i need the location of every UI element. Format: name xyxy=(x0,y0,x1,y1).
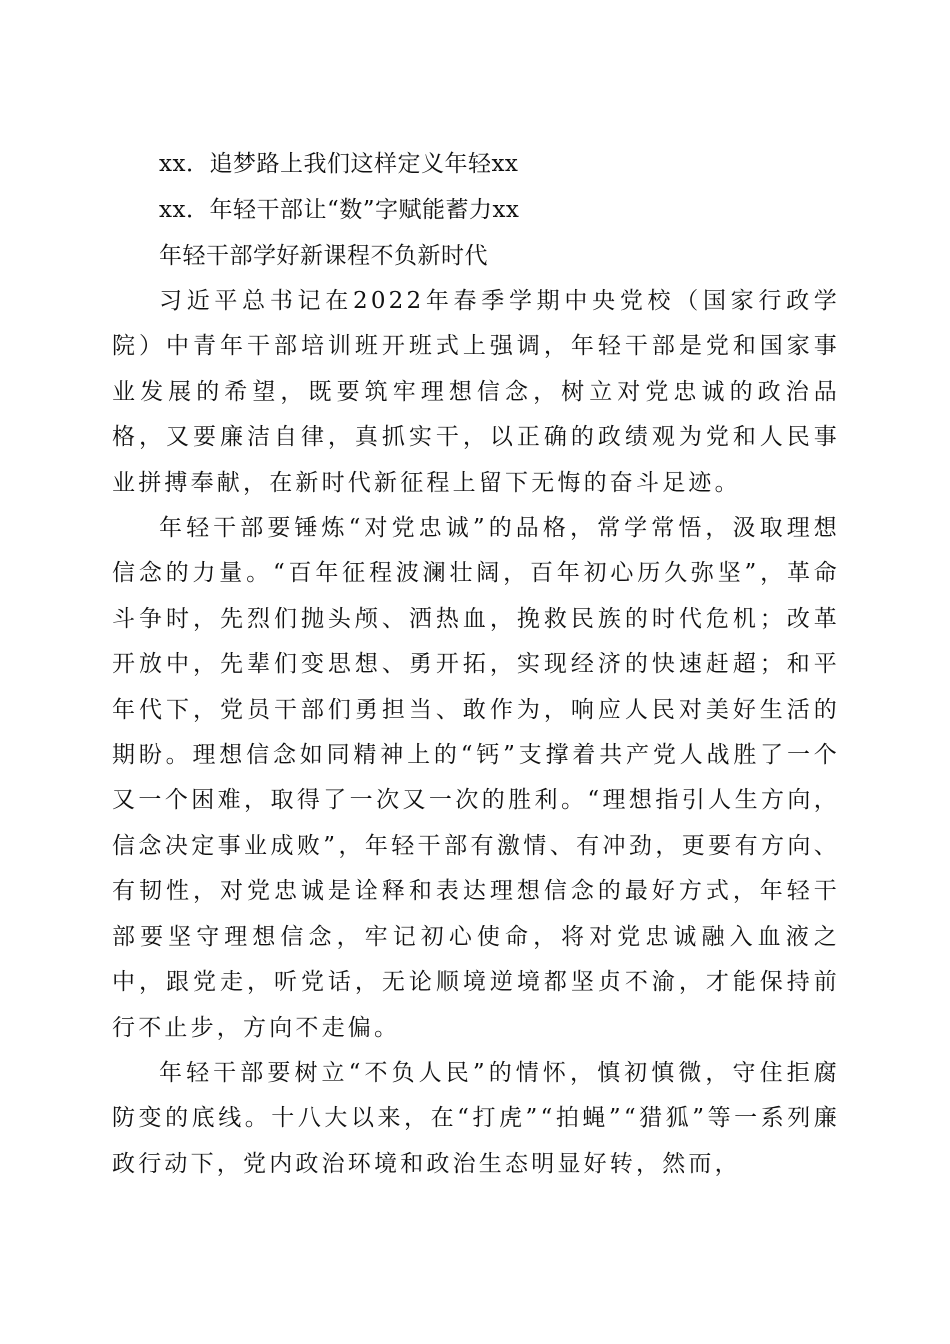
paragraph-1: 习近平总书记在2022年春季学期中央党校（国家行政学院）中青年干部培训班开班式上强调，年轻干部是党和国家事业发展的希望，既要筑牢理想信念，树立对党忠诚的政治品格，又要廉洁自律，真抓实干，以正确的政绩观为党和人民事业拼搏奉献，在新时代新征程上留下无悔的奋斗足迹。 xyxy=(112,288,840,496)
paragraph-2: 年轻干部要锤炼“对党忠诚”的品格，常学常悟，汲取理想信念的力量。“百年征程波澜壮阔，百年初心历久弥坚”，革命斗争时，先烈们抛头颅、洒热血，挽救民族的时代危机；改革开放中，先辈们变思想、勇开拓，实现经济的快速赶超；和平年代下，党员干部们勇担当、敢作为，响应人民对美好生活的期盼。理想信念如同精神上的“钙”支撑着共产党人战胜了一个又一个困难，取得了一次又一次的胜利。“理想指引人生方向，信念决定事业成败”，年轻干部有激情、有冲劲，更要有方向、有韧性，对党忠诚是诠释和表达理想信念的最好方式，年轻干部要坚守理想信念，牢记初心使命，将对党忠诚融入血液之中，跟党走，听党话，无论顺境逆境都坚贞不渝，才能保持前行不止步，方向不走偏。 xyxy=(112,515,840,1041)
paragraph-3: 年轻干部要树立“不负人民”的情怀，慎初慎微，守住拒腐防变的底线。十八大以来，在“打虎”“拍蝇”“猎狐”等一系列廉政行动下，党内政治环境和政治生态明显好转，然而， xyxy=(112,1059,840,1177)
heading-line-2: xx．年轻干部让“数”字赋能蓄力xx xyxy=(159,197,520,223)
heading-line-3: 年轻干部学好新课程不负新时代 xyxy=(159,243,488,269)
document-body xyxy=(112,141,840,1187)
heading-line-1: xx．追梦路上我们这样定义年轻xx xyxy=(159,151,519,177)
